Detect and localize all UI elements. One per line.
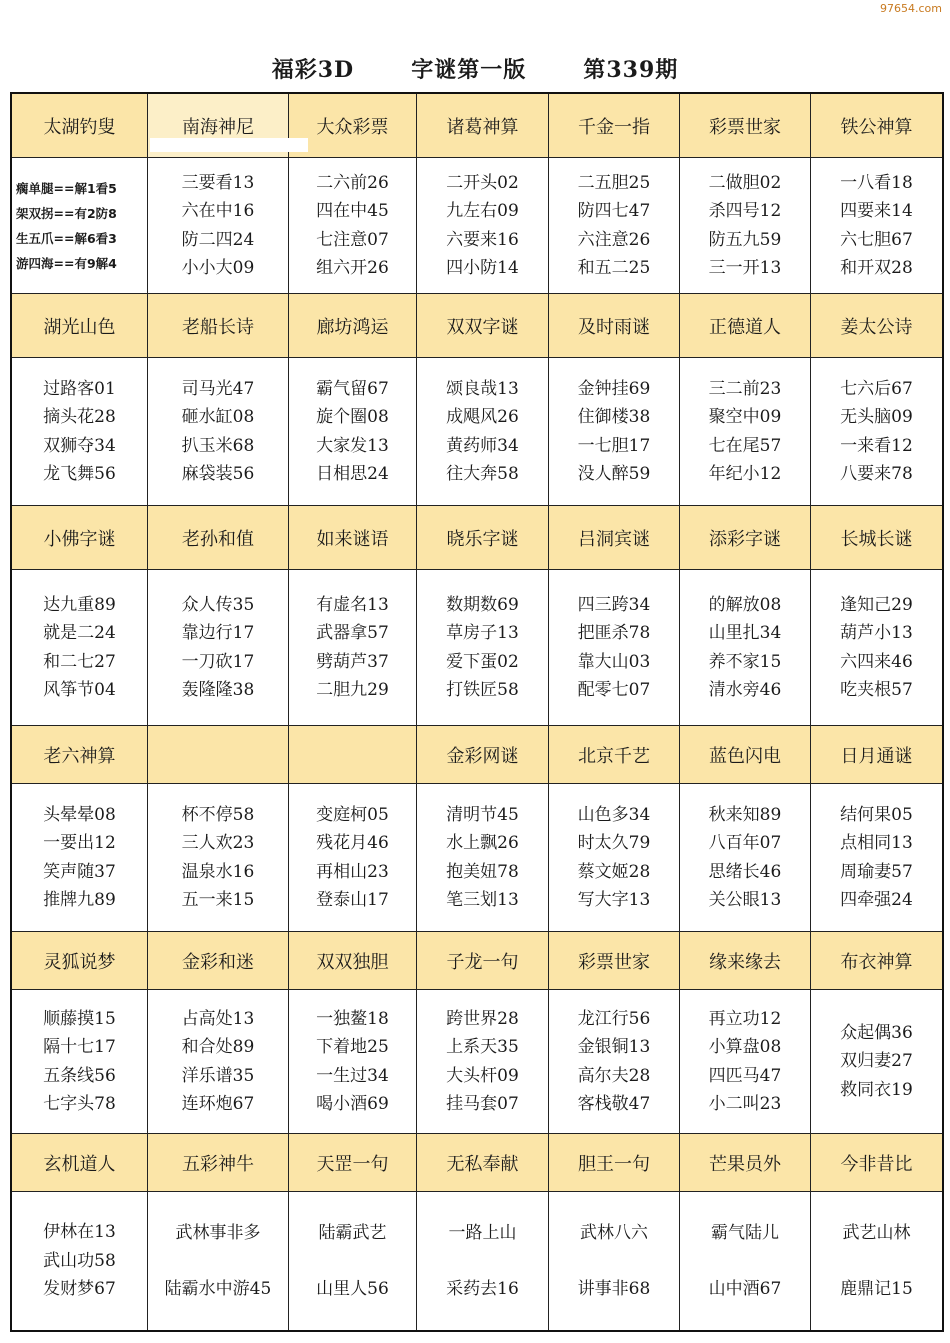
riddle-cell — [811, 990, 942, 1134]
riddle-cell — [680, 158, 811, 294]
riddle-line: 发财梦67 — [43, 1279, 116, 1300]
riddle-line: 轰隆隆38 — [181, 680, 255, 700]
riddle-line: 一刀砍17 — [181, 651, 255, 672]
riddle-line: 把匪杀78 — [577, 623, 651, 643]
riddle-line: 无头脑09 — [840, 407, 913, 427]
riddle-line: 一要出12 — [43, 833, 116, 853]
riddle-cell — [680, 570, 811, 726]
riddle-cell — [549, 158, 680, 294]
riddle-cell — [811, 158, 942, 294]
riddle-line: 再立功12 — [708, 1008, 782, 1029]
riddle-cell — [417, 784, 549, 932]
riddle-line: 四匹马47 — [708, 1065, 782, 1086]
riddle-line: 霸气陆儿 — [711, 1222, 779, 1243]
riddle-line: 龙飞舞56 — [43, 464, 116, 484]
riddle-line: 蔡文姬28 — [577, 861, 651, 882]
riddle-line: 摘头花28 — [43, 407, 116, 427]
riddle-line: 的解放08 — [708, 594, 782, 615]
riddle-cell — [549, 784, 680, 932]
riddle-line: 四小防14 — [446, 258, 519, 278]
riddle-line: 靠边行17 — [181, 623, 255, 643]
title-issue: 第339期 — [583, 57, 679, 83]
title-edition: 字谜第一版 — [411, 57, 527, 83]
riddle-line: 六要来16 — [446, 229, 519, 250]
riddle-line: 杀四号12 — [708, 201, 782, 221]
riddle-line: 劈葫芦37 — [316, 651, 389, 672]
riddle-line: 数期数69 — [446, 594, 519, 615]
section-header: 千金一指 — [549, 94, 680, 158]
section-header: 大众彩票 — [289, 94, 417, 158]
riddle-cell — [811, 1192, 942, 1330]
section-header: 老船长诗 — [148, 294, 289, 358]
riddle-line: 喝小酒69 — [316, 1094, 389, 1114]
riddle-line: 讲事非68 — [577, 1279, 651, 1299]
riddle-line: 二五胆25 — [577, 172, 651, 193]
section-header: 如来谜语 — [289, 506, 417, 570]
riddle-line: 黄药师34 — [446, 435, 519, 456]
riddle-line: 客栈敬47 — [577, 1094, 651, 1114]
riddle-line: 有虚名13 — [316, 594, 389, 615]
section-header: 晓乐字谜 — [417, 506, 549, 570]
riddle-line: 跨世界28 — [446, 1008, 519, 1029]
riddle-line: 小小大09 — [181, 258, 255, 278]
section-header: 玄机道人 — [12, 1134, 148, 1192]
riddle-line: 伊林在13 — [43, 1222, 116, 1243]
riddle-line: 和二七27 — [43, 651, 116, 672]
riddle-line: 一七胆17 — [577, 435, 651, 456]
riddle-cell — [289, 1192, 417, 1330]
riddle-line: 三二前23 — [708, 378, 782, 399]
riddle-cell — [549, 358, 680, 506]
riddle-line: 清水旁46 — [708, 680, 782, 700]
riddle-line: 二开头02 — [446, 172, 519, 193]
riddle-line: 写大字13 — [577, 890, 651, 910]
riddle-line: 三人欢23 — [181, 833, 255, 853]
riddle-line: 杯不停58 — [181, 804, 255, 825]
riddle-line: 七注意07 — [316, 229, 389, 250]
riddle-line: 架双拐==有2防8 — [16, 205, 117, 221]
riddle-line: 武林八六 — [580, 1222, 648, 1243]
riddle-line: 二胆九29 — [316, 680, 389, 700]
riddle-line: 大头杆09 — [446, 1065, 519, 1086]
riddle-cell — [417, 990, 549, 1134]
riddle-cell — [289, 990, 417, 1134]
riddle-line: 陆霸水中游45 — [164, 1279, 272, 1299]
riddle-cell — [289, 158, 417, 294]
riddle-line: 瘸单腿==解1看5 — [16, 180, 117, 196]
riddle-line: 颂良哉13 — [446, 378, 519, 399]
riddle-line: 霸气留67 — [316, 378, 389, 399]
riddle-line: 推牌九89 — [43, 890, 116, 910]
riddle-line: 达九重89 — [43, 594, 116, 615]
riddle-cell — [417, 158, 549, 294]
riddle-cell — [12, 158, 148, 294]
riddle-cell — [549, 570, 680, 726]
riddle-line: 挂马套07 — [446, 1094, 519, 1114]
riddle-line: 六四来46 — [840, 651, 913, 672]
riddle-line: 温泉水16 — [181, 861, 255, 882]
riddle-line: 爱下蛋02 — [446, 651, 519, 672]
riddle-line: 日相思24 — [316, 464, 389, 484]
riddle-line: 养不家15 — [708, 651, 782, 672]
section-header: 灵狐说梦 — [12, 932, 148, 990]
riddle-line: 年纪小12 — [708, 464, 782, 484]
riddle-line: 双归妻27 — [840, 1051, 913, 1072]
riddle-cell — [417, 358, 549, 506]
riddle-line: 武艺山林 — [842, 1222, 911, 1243]
section-header: 南海神尼 — [148, 94, 289, 158]
section-header: 老六神算 — [12, 726, 148, 784]
riddle-line: 再相山23 — [316, 861, 389, 882]
riddle-line: 葫芦小13 — [840, 623, 913, 643]
section-header: 湖光山色 — [12, 294, 148, 358]
section-header: 北京千艺 — [549, 726, 680, 784]
section-header: 金彩网谜 — [417, 726, 549, 784]
riddle-line: 思绪长46 — [708, 861, 782, 882]
riddle-line: 往大奔58 — [446, 464, 519, 484]
riddle-line: 和开双28 — [840, 258, 913, 278]
riddle-cell — [148, 784, 289, 932]
section-header: 老孙和值 — [148, 506, 289, 570]
riddle-line: 九左右09 — [446, 201, 519, 221]
riddle-line: 变庭柯05 — [316, 804, 389, 825]
riddle-line: 二六前26 — [316, 172, 389, 193]
riddle-line: 隔十七17 — [43, 1037, 116, 1057]
riddle-cell — [12, 358, 148, 506]
riddle-cell — [148, 158, 289, 294]
riddle-cell — [680, 1192, 811, 1330]
riddle-line: 组六开26 — [316, 258, 389, 278]
section-header: 双双独胆 — [289, 932, 417, 990]
riddle-line: 一独鳌18 — [316, 1008, 389, 1029]
title-lottery: 福彩3D — [271, 57, 355, 83]
riddle-table — [10, 92, 944, 1332]
riddle-line: 过路客01 — [43, 378, 116, 399]
riddle-line: 六注意26 — [577, 229, 651, 250]
riddle-line: 六七胆67 — [840, 229, 913, 250]
riddle-line: 救同衣19 — [840, 1079, 913, 1100]
riddle-line: 防四七47 — [577, 201, 651, 221]
riddle-line: 防二四24 — [181, 229, 255, 250]
riddle-line: 七字头78 — [43, 1094, 116, 1114]
riddle-line: 山里人56 — [316, 1279, 389, 1299]
section-header: 缘来缘去 — [680, 932, 811, 990]
riddle-line: 一来看12 — [840, 435, 913, 456]
riddle-line: 七六后67 — [840, 378, 913, 399]
riddle-line: 登泰山17 — [316, 890, 389, 910]
riddle-line: 山色多34 — [577, 804, 651, 825]
riddle-line: 关公眼13 — [708, 890, 782, 910]
riddle-line: 武器拿57 — [316, 623, 389, 643]
riddle-line: 五条线56 — [43, 1065, 116, 1086]
riddle-line: 一路上山 — [448, 1222, 517, 1243]
section-header — [289, 726, 417, 784]
riddle-line: 草房子13 — [446, 623, 519, 643]
riddle-line: 时太久79 — [577, 833, 651, 853]
section-header: 日月通谜 — [811, 726, 942, 784]
riddle-line: 笔三划13 — [446, 890, 519, 910]
riddle-line: 四三跨34 — [577, 594, 651, 615]
riddle-line: 山里扎34 — [708, 623, 782, 643]
section-header: 胆王一句 — [549, 1134, 680, 1192]
riddle-line: 点相同13 — [840, 833, 913, 853]
section-header: 双双字谜 — [417, 294, 549, 358]
riddle-line: 秋来知89 — [708, 804, 782, 825]
riddle-line: 游四海==有9解4 — [16, 255, 117, 271]
riddle-line: 采药去16 — [446, 1279, 519, 1299]
riddle-line: 住御楼38 — [577, 407, 651, 427]
riddle-line: 防五九59 — [708, 229, 782, 250]
riddle-line: 周瑜妻57 — [840, 861, 913, 882]
riddle-line: 武林事非多 — [175, 1222, 261, 1243]
riddle-line: 武山功58 — [43, 1250, 116, 1271]
riddle-line: 二做胆02 — [708, 172, 782, 193]
section-header: 诸葛神算 — [417, 94, 549, 158]
riddle-cell — [680, 784, 811, 932]
riddle-line: 上系天35 — [446, 1037, 519, 1057]
section-header: 廊坊鸿运 — [289, 294, 417, 358]
riddle-line: 四牵强24 — [840, 890, 913, 910]
riddle-line: 配零七07 — [577, 680, 651, 700]
section-header: 太湖钓叟 — [12, 94, 148, 158]
riddle-line: 连环炮67 — [181, 1094, 255, 1114]
riddle-line: 成飓风26 — [446, 407, 519, 427]
riddle-line: 八百年07 — [708, 833, 782, 853]
section-header: 正德道人 — [680, 294, 811, 358]
riddle-line: 头晕晕08 — [43, 804, 116, 825]
riddle-line: 鹿鼎记15 — [840, 1279, 913, 1299]
riddle-cell — [289, 358, 417, 506]
section-header: 金彩和迷 — [148, 932, 289, 990]
section-header: 蓝色闪电 — [680, 726, 811, 784]
section-header: 今非昔比 — [811, 1134, 942, 1192]
riddle-cell — [12, 1192, 148, 1330]
riddle-line: 和五二25 — [577, 258, 651, 278]
riddle-line: 洋乐谱35 — [181, 1065, 255, 1086]
riddle-line: 八要来78 — [840, 464, 913, 484]
riddle-line: 聚空中09 — [708, 407, 782, 427]
section-header: 五彩神牛 — [148, 1134, 289, 1192]
riddle-line: 没人醉59 — [577, 464, 651, 484]
riddle-line: 砸水缸08 — [181, 407, 255, 427]
riddle-line: 打铁匠58 — [446, 680, 519, 700]
section-header: 铁公神算 — [811, 94, 942, 158]
riddle-cell — [811, 784, 942, 932]
riddle-line: 小二叫23 — [708, 1094, 782, 1114]
riddle-line: 就是二24 — [43, 623, 116, 643]
section-header: 及时雨谜 — [549, 294, 680, 358]
riddle-cell — [811, 570, 942, 726]
riddle-line: 众人传35 — [181, 594, 255, 615]
riddle-line: 清明节45 — [446, 804, 519, 825]
riddle-line: 众起偶36 — [840, 1022, 913, 1043]
riddle-line: 小算盘08 — [708, 1037, 782, 1057]
riddle-line: 麻袋装56 — [181, 464, 255, 484]
riddle-line: 六在中16 — [181, 201, 255, 221]
section-header: 布衣神算 — [811, 932, 942, 990]
riddle-cell — [12, 990, 148, 1134]
riddle-cell — [12, 784, 148, 932]
riddle-cell — [148, 358, 289, 506]
riddle-line: 笑声随37 — [43, 861, 116, 882]
riddle-line: 山中酒67 — [708, 1279, 782, 1299]
riddle-cell — [549, 990, 680, 1134]
riddle-line: 旋个圈08 — [316, 407, 389, 427]
riddle-line: 顺藤摸15 — [43, 1008, 116, 1029]
section-header: 天罡一句 — [289, 1134, 417, 1192]
riddle-cell — [148, 990, 289, 1134]
riddle-line: 下着地25 — [316, 1037, 389, 1057]
riddle-line: 金银铜13 — [577, 1037, 651, 1057]
riddle-line: 水上飘26 — [446, 833, 519, 853]
section-header — [148, 726, 289, 784]
section-header: 彩票世家 — [680, 94, 811, 158]
riddle-line: 结何果05 — [840, 804, 913, 825]
section-header: 无私奉献 — [417, 1134, 549, 1192]
section-header: 添彩字谜 — [680, 506, 811, 570]
riddle-cell — [148, 570, 289, 726]
section-header: 芒果员外 — [680, 1134, 811, 1192]
riddle-cell — [289, 784, 417, 932]
riddle-line: 风筝节04 — [43, 680, 116, 700]
riddle-line: 逢知己29 — [840, 594, 913, 615]
riddle-line: 陆霸武艺 — [318, 1222, 387, 1243]
section-header: 姜太公诗 — [811, 294, 942, 358]
riddle-line: 司马光47 — [181, 378, 255, 399]
riddle-line: 金钟挂69 — [577, 378, 651, 399]
riddle-line: 三要看13 — [181, 172, 255, 193]
section-header: 长城长谜 — [811, 506, 942, 570]
riddle-line: 残花月46 — [316, 833, 389, 853]
section-header: 子龙一句 — [417, 932, 549, 990]
site-watermark: 97654.com — [880, 2, 942, 15]
riddle-cell — [549, 1192, 680, 1330]
riddle-cell — [417, 570, 549, 726]
riddle-line: 和合处89 — [181, 1037, 255, 1057]
riddle-line: 一八看18 — [840, 172, 913, 193]
riddle-line: 五一来15 — [181, 890, 255, 910]
riddle-line: 一生过34 — [316, 1065, 389, 1086]
riddle-cell — [12, 570, 148, 726]
riddle-line: 大家发13 — [316, 435, 389, 456]
redaction-strip — [150, 138, 308, 152]
riddle-line: 三一开13 — [708, 258, 782, 278]
riddle-line: 四在中45 — [316, 201, 389, 221]
riddle-cell — [289, 570, 417, 726]
riddle-line: 吃夹根57 — [840, 680, 913, 700]
riddle-line: 四要来14 — [840, 201, 913, 221]
riddle-cell — [680, 358, 811, 506]
riddle-line: 高尔夫28 — [577, 1065, 651, 1086]
riddle-line: 生五爪==解6看3 — [16, 230, 117, 246]
riddle-cell — [680, 990, 811, 1134]
riddle-line: 扒玉米68 — [181, 435, 255, 456]
section-header: 小佛字谜 — [12, 506, 148, 570]
riddle-line: 龙江行56 — [577, 1008, 651, 1029]
section-header: 吕洞宾谜 — [549, 506, 680, 570]
riddle-line: 靠大山03 — [577, 651, 651, 672]
riddle-cell — [417, 1192, 549, 1330]
section-header: 彩票世家 — [549, 932, 680, 990]
riddle-line: 双狮夺34 — [43, 435, 116, 456]
riddle-line: 七在尾57 — [708, 435, 782, 456]
page-title — [0, 50, 950, 90]
riddle-line: 抱美妞78 — [446, 861, 519, 882]
riddle-cell — [148, 1192, 289, 1330]
riddle-line: 占高处13 — [181, 1008, 255, 1029]
riddle-cell — [811, 358, 942, 506]
